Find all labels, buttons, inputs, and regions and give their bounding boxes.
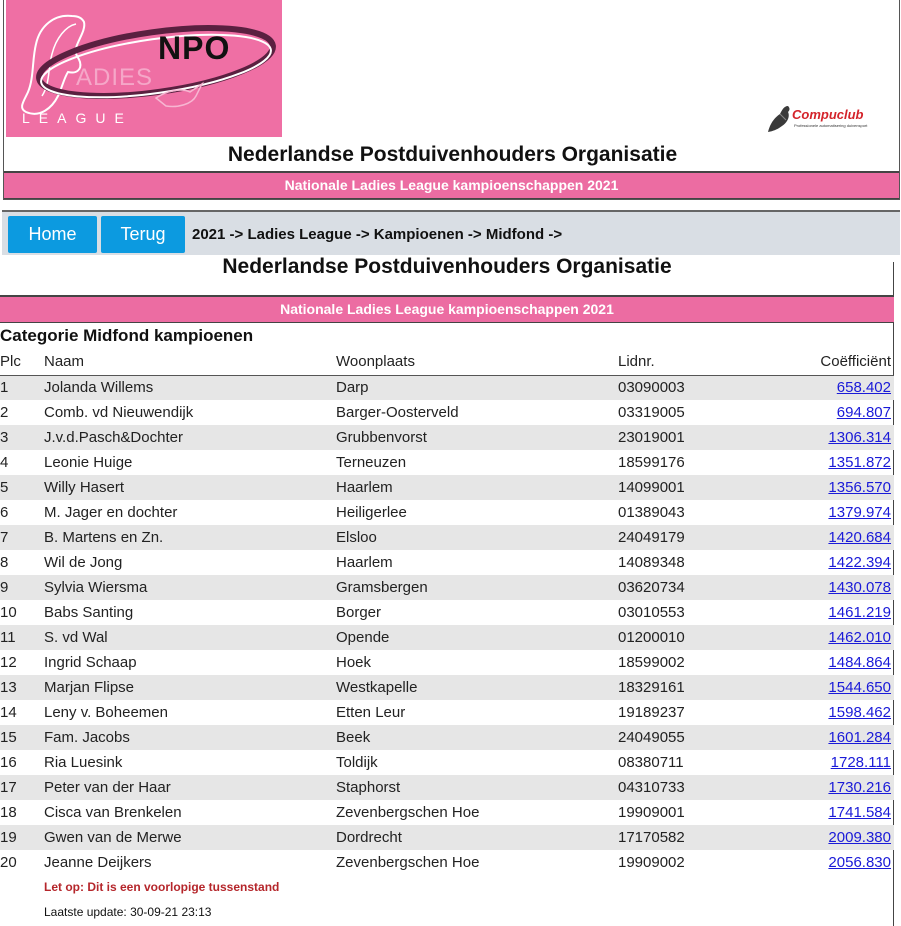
provisional-notice: Let op: Dit is een voorlopige tussenstand — [44, 880, 280, 894]
table-row — [0, 600, 894, 625]
table-row — [0, 400, 894, 425]
cell-woonplaats: Westkapelle — [336, 675, 618, 700]
ladies-league-logo — [6, 0, 282, 137]
table-row — [0, 550, 894, 575]
cell-woonplaats: Hoek — [336, 654, 372, 671]
results-body — [0, 375, 894, 875]
coefficient-link[interactable]: 1356.570 — [828, 479, 891, 496]
cell-lidnr: 03090003 — [618, 375, 808, 400]
cell-coefficient — [808, 625, 894, 650]
cell-coefficient — [808, 575, 894, 600]
frame-banner: Nationale Ladies League kampioenschappen 2021 — [0, 295, 894, 323]
cell-coefficient — [808, 525, 894, 550]
championship-banner: Nationale Ladies League kampioenschappen 2021 — [4, 171, 899, 199]
col-coefficient: Coëfficiënt — [808, 349, 894, 375]
cell-plc: 17 — [0, 775, 44, 800]
site-header — [3, 0, 900, 200]
cell-naam: Sylvia Wiersma — [44, 575, 336, 600]
cell-lidnr: 18599002 — [618, 654, 685, 671]
cell-plc: 9 — [0, 575, 44, 600]
cell-lidnr: 01389043 — [618, 504, 685, 521]
table-row — [0, 475, 894, 500]
cell-plc: 2 — [0, 404, 9, 421]
cell-woonplaats: Zevenbergschen Hoe — [336, 804, 480, 821]
cell-coefficient — [808, 800, 894, 825]
frame-title-text: Nederlandse Postduivenhouders Organisatie — [222, 255, 672, 278]
nav-bar — [2, 210, 900, 255]
home-button[interactable]: Home — [8, 216, 97, 253]
cell-plc: 14 — [0, 704, 17, 721]
cell-plc: 19 — [0, 825, 44, 850]
table-row — [0, 775, 894, 800]
cell-plc: 6 — [0, 504, 9, 521]
coefficient-link[interactable]: 1462.010 — [828, 629, 891, 646]
table-row — [0, 850, 894, 875]
coefficient-link[interactable]: 1544.650 — [828, 679, 891, 696]
cell-lidnr: 17170582 — [618, 825, 808, 850]
category-title: Categorie Midfond kampioenen — [0, 326, 254, 345]
cell-lidnr: 23019001 — [618, 425, 808, 450]
compuclub-tagline: Professionele automatisering duivensport — [794, 123, 868, 128]
cell-coefficient — [808, 425, 894, 450]
cell-lidnr: 24049179 — [618, 525, 808, 550]
cell-plc: 18 — [0, 804, 17, 821]
cell-naam: Fam. Jacobs — [44, 725, 336, 750]
coefficient-link[interactable]: 694.807 — [836, 404, 891, 421]
cell-naam: Comb. vd Nieuwendijk — [44, 404, 194, 421]
results-frame — [0, 255, 894, 926]
cell-lidnr: 04310733 — [618, 775, 808, 800]
coefficient-link[interactable]: 2009.380 — [828, 829, 891, 846]
cell-plc: 4 — [0, 454, 9, 471]
coefficient-link[interactable]: 2056.830 — [828, 854, 891, 871]
compuclub-logo — [764, 102, 900, 136]
cell-naam: Ria Luesink — [44, 754, 123, 771]
cell-naam: Babs Santing — [44, 604, 134, 621]
cell-coefficient — [808, 775, 894, 800]
coefficient-link[interactable]: 1728.111 — [830, 754, 891, 771]
table-row — [0, 525, 894, 550]
cell-naam: Jeanne Deijkers — [44, 854, 152, 871]
coefficient-link[interactable]: 1351.872 — [828, 454, 891, 471]
pigeon-icon — [764, 102, 792, 134]
cell-lidnr: 18599176 — [618, 454, 685, 471]
cell-woonplaats: Elsloo — [336, 525, 618, 550]
table-row — [0, 700, 894, 725]
cell-woonplaats: Barger-Oosterveld — [336, 404, 459, 421]
cell-woonplaats: Staphorst — [336, 775, 618, 800]
cell-lidnr: 08380711 — [618, 754, 684, 771]
cell-woonplaats: Terneuzen — [336, 454, 407, 471]
compuclub-name: Compuclub — [792, 107, 864, 122]
col-plc: Plc — [0, 349, 44, 375]
cell-naam: Wil de Jong — [44, 554, 123, 571]
cell-coefficient — [808, 475, 894, 500]
coefficient-link[interactable]: 1430.078 — [828, 579, 891, 596]
table-row — [0, 575, 894, 600]
cell-naam: Marjan Flipse — [44, 675, 336, 700]
cell-naam: Cisca van Brenkelen — [44, 804, 182, 821]
cell-coefficient — [808, 375, 894, 400]
cell-naam: S. vd Wal — [44, 625, 336, 650]
cell-naam: J.v.d.Pasch&Dochter — [44, 425, 336, 450]
cell-coefficient — [808, 700, 894, 725]
ladies-wordmark: ADIES — [76, 64, 154, 91]
cell-plc: 20 — [0, 854, 17, 871]
table-row — [0, 750, 894, 775]
table-header-row — [0, 349, 894, 375]
cell-plc: 16 — [0, 754, 17, 771]
cell-naam: Willy Hasert — [44, 475, 336, 500]
coefficient-link[interactable]: 1420.684 — [828, 529, 891, 546]
cell-plc: 11 — [0, 625, 44, 650]
cell-plc: 15 — [0, 725, 44, 750]
back-button[interactable]: Terug — [101, 216, 185, 253]
coefficient-link[interactable]: 1730.216 — [828, 779, 891, 796]
cell-coefficient — [808, 750, 894, 775]
breadcrumb: 2021 -> Ladies League -> Kampioenen -> Midfond -> — [192, 226, 563, 243]
cell-coefficient — [808, 825, 894, 850]
cell-plc: 3 — [0, 425, 44, 450]
cell-coefficient — [808, 725, 894, 750]
coefficient-link[interactable]: 1598.462 — [828, 704, 891, 721]
cell-plc: 5 — [0, 475, 44, 500]
table-row — [0, 450, 894, 475]
cell-coefficient — [808, 650, 894, 675]
cell-naam: Peter van der Haar — [44, 775, 336, 800]
cell-naam: Ingrid Schaap — [44, 654, 137, 671]
table-row — [0, 425, 894, 450]
table-row — [0, 675, 894, 700]
cell-woonplaats: Opende — [336, 625, 618, 650]
cell-lidnr: 19189237 — [618, 704, 685, 721]
cell-woonplaats: Haarlem — [336, 554, 393, 571]
cell-woonplaats: Zevenbergschen Hoe — [336, 854, 480, 871]
cell-woonplaats: Beek — [336, 725, 618, 750]
cell-coefficient — [808, 550, 894, 575]
table-row — [0, 725, 894, 750]
coefficient-link[interactable]: 1422.394 — [828, 554, 891, 571]
cell-coefficient — [808, 450, 894, 475]
cell-naam: B. Martens en Zn. — [44, 525, 336, 550]
col-lidnr: Lidnr. — [618, 349, 808, 375]
cell-woonplaats: Borger — [336, 604, 382, 621]
cell-naam: Jolanda Willems — [44, 375, 336, 400]
cell-woonplaats: Darp — [336, 375, 618, 400]
cell-lidnr: 19909001 — [618, 804, 685, 821]
coefficient-link[interactable]: 1379.974 — [828, 504, 891, 521]
cell-naam: Leonie Huige — [44, 454, 133, 471]
cell-plc: 7 — [0, 525, 44, 550]
cell-coefficient — [808, 500, 894, 525]
table-row — [0, 625, 894, 650]
table-row — [0, 500, 894, 525]
cell-woonplaats: Heiligerlee — [336, 504, 407, 521]
cell-woonplaats: Dordrecht — [336, 825, 618, 850]
frame-title — [0, 255, 894, 295]
cell-woonplaats: Etten Leur — [336, 704, 406, 721]
coefficient-link[interactable]: 1601.284 — [828, 729, 891, 746]
npo-mark: NPO — [158, 30, 231, 66]
col-naam: Naam — [44, 349, 336, 375]
cell-plc: 1 — [0, 375, 44, 400]
cell-coefficient — [808, 600, 894, 625]
coefficient-link[interactable]: 1461.219 — [828, 604, 891, 621]
col-woonplaats: Woonplaats — [336, 349, 618, 375]
cell-plc: 12 — [0, 654, 17, 671]
cell-naam: M. Jager en dochter — [44, 504, 178, 521]
page-title: Nederlandse Postduivenhouders Organisatie — [227, 143, 678, 166]
table-row — [0, 800, 894, 825]
cell-woonplaats: Grubbenvorst — [336, 425, 618, 450]
coefficient-link[interactable]: 1306.314 — [828, 429, 891, 446]
cell-lidnr: 14099001 — [618, 475, 808, 500]
cell-coefficient — [808, 850, 894, 875]
cell-lidnr: 18329161 — [618, 675, 808, 700]
table-row — [0, 825, 894, 850]
league-wordmark: LEAGUE — [22, 110, 133, 126]
cell-woonplaats: Gramsbergen — [336, 575, 618, 600]
cell-woonplaats: Haarlem — [336, 475, 618, 500]
cell-lidnr: 19909002 — [618, 854, 685, 871]
cell-lidnr: 14089348 — [618, 554, 685, 571]
cell-lidnr: 03319005 — [618, 404, 685, 421]
results-table — [0, 349, 894, 875]
cell-lidnr: 24049055 — [618, 725, 808, 750]
table-row — [0, 650, 894, 675]
cell-plc: 13 — [0, 675, 44, 700]
table-row — [0, 375, 894, 400]
cell-naam: Gwen van de Merwe — [44, 825, 336, 850]
cell-coefficient — [808, 675, 894, 700]
last-update: Laatste update: 30-09-21 23:13 — [44, 905, 212, 919]
cell-plc: 10 — [0, 604, 17, 621]
cell-plc: 8 — [0, 554, 9, 571]
cell-lidnr: 03620734 — [618, 575, 808, 600]
cell-coefficient — [808, 400, 894, 425]
coefficient-link[interactable]: 1741.584 — [828, 804, 891, 821]
cell-lidnr: 03010553 — [618, 604, 685, 621]
coefficient-link[interactable]: 658.402 — [836, 379, 891, 397]
cell-lidnr: 01200010 — [618, 625, 808, 650]
coefficient-link[interactable]: 1484.864 — [828, 654, 891, 671]
cell-naam: Leny v. Boheemen — [44, 704, 168, 721]
cell-woonplaats: Toldijk — [336, 754, 378, 771]
